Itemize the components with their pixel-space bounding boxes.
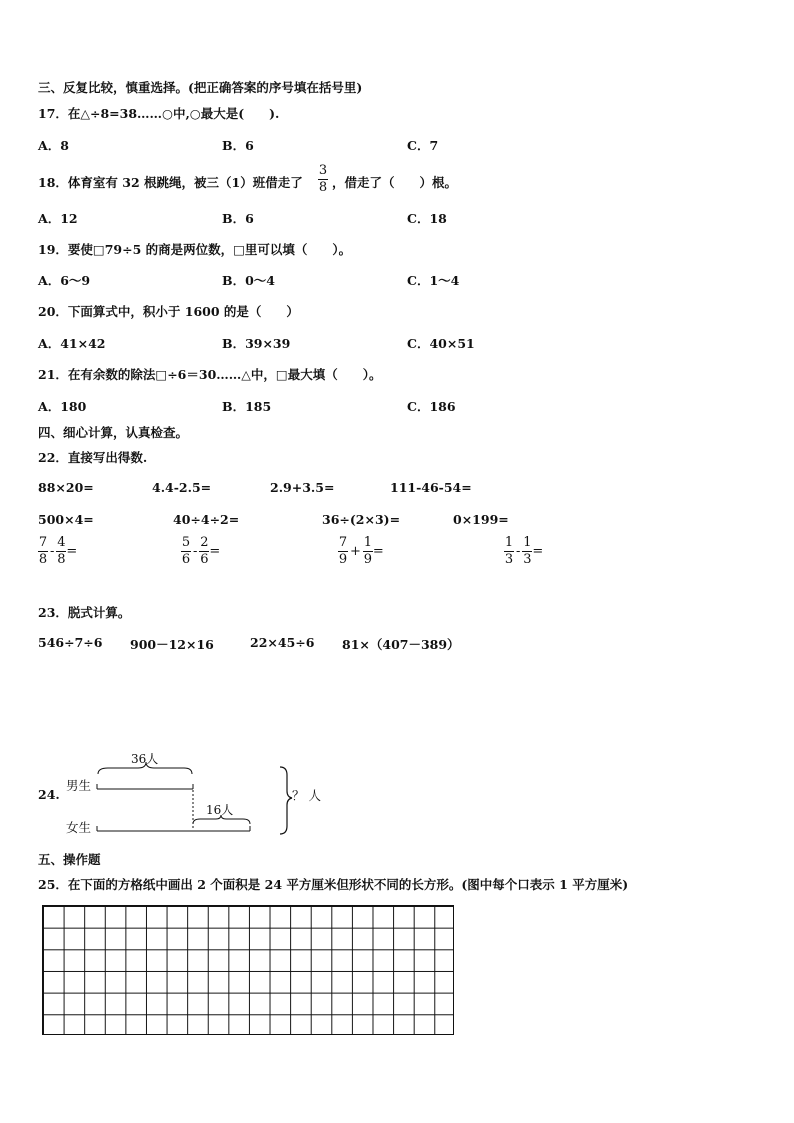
frac3-eq: =: [372, 544, 384, 559]
frac3-b-den: 9: [363, 552, 373, 567]
frac4-a-num: 1: [504, 535, 514, 550]
q18-frac-num: 3: [318, 163, 328, 178]
frac4-a-den: 3: [504, 552, 514, 567]
q24-extra-count: 16人: [206, 803, 234, 817]
frac3-a-num: 7: [338, 535, 348, 550]
q24-total: ？ 人: [292, 788, 321, 803]
q24-boys-brace: [98, 762, 192, 774]
frac2-b-num: 2: [200, 535, 209, 550]
frac3-a-den: 9: [338, 552, 348, 567]
q20-option-b: B．39×39: [222, 336, 291, 351]
frac1-op: -: [50, 544, 55, 559]
q20-option-c: C．40×51: [407, 336, 475, 351]
q18-stem-pre: 18．体育室有 32 根跳绳，被三（1）班借走了: [38, 175, 303, 190]
q23-item-2: 900－12×16: [130, 637, 214, 652]
q24-total-brace: [280, 767, 292, 834]
q20-stem: 20．下面算式中，积小于 1600 的是（ ）: [38, 304, 299, 319]
section4-title: 四、细心计算，认真检查。: [38, 425, 189, 440]
frac1-eq: =: [66, 544, 78, 559]
frac1-a-den: 8: [38, 552, 48, 567]
q24-boys-bar: [97, 784, 193, 789]
q24-boys-count: 36人: [131, 752, 159, 766]
frac3-b-num: 1: [363, 535, 373, 550]
q23-item-3: 22×45÷6: [250, 635, 315, 650]
q20-option-a: A．41×42: [38, 336, 106, 351]
q17-option-c: C．7: [407, 138, 439, 153]
q17-stem: 17．在△÷8=38……○中,○最大是( ).: [38, 106, 280, 121]
frac3-op: +: [350, 544, 361, 559]
q22-r1-c1: 88×20=: [38, 480, 94, 495]
frac1-b-den: 8: [57, 552, 66, 567]
q25-stem: 25．在下面的方格纸中画出 2 个面积是 24 平方厘米但形状不同的长方形。(图中每个口表示 1 平方厘米): [38, 877, 629, 892]
q18-option-b: B．6: [222, 211, 254, 226]
q22-r1-c4: 111-46-54=: [390, 480, 472, 495]
q21-option-b: B．185: [222, 399, 272, 414]
q24-extra-brace: [193, 815, 250, 824]
q22-r1-c3: 2.9+3.5=: [270, 480, 335, 495]
q23-item-1: 546÷7÷6: [38, 635, 103, 650]
q24-number: 24.: [38, 787, 60, 802]
q19-option-c: C．1～4: [407, 273, 460, 288]
q22-stem: 22．直接写出得数.: [38, 450, 148, 465]
q21-option-a: A．180: [38, 399, 87, 414]
frac1-b-num: 4: [57, 535, 66, 550]
q25-square-grid[interactable]: [42, 905, 454, 1035]
frac2-eq: =: [209, 544, 221, 559]
q19-stem: 19．要使□79÷5 的商是两位数，□里可以填（ ）。: [38, 242, 352, 257]
q18-option-a: A．12: [38, 211, 78, 226]
q17-option-a: A．8: [38, 138, 69, 153]
q22-r2-c1: 500×4=: [38, 512, 94, 527]
frac1-a-num: 7: [38, 535, 48, 550]
frac4-eq: =: [532, 544, 544, 559]
q22-r2-c2: 40÷4÷2=: [173, 512, 240, 527]
q21-option-c: C．186: [407, 399, 456, 414]
q23-stem: 23．脱式计算。: [38, 605, 131, 620]
frac2-a-num: 5: [181, 535, 191, 550]
frac2-b-den: 6: [200, 552, 209, 567]
frac4-b-den: 3: [523, 552, 532, 567]
q18-option-c: C．18: [407, 211, 447, 226]
q24-boys-label: 男生: [66, 778, 92, 793]
q23-item-4: 81×（407－389）: [342, 637, 460, 652]
frac4-op: -: [516, 544, 521, 559]
section3-title: 三、反复比较，慎重选择。(把正确答案的序号填在括号里): [38, 80, 363, 95]
q24-girls-label: 女生: [66, 820, 92, 835]
frac2-op: -: [193, 544, 198, 559]
q22-r2-c4: 0×199=: [453, 512, 509, 527]
q17-option-b: B．6: [222, 138, 254, 153]
q22-r2-c3: 36÷(2×3)=: [322, 512, 401, 527]
frac2-a-den: 6: [181, 552, 191, 567]
q19-option-b: B．0～4: [222, 273, 275, 288]
q22-r1-c2: 4.4-2.5=: [152, 480, 212, 495]
q24-girls-bar: [97, 826, 250, 831]
q18-stem-post: ，借走了（ ）根。: [332, 175, 458, 190]
q21-stem: 21．在有余数的除法□÷6＝30……△中，□最大填（ ）。: [38, 367, 382, 382]
q18-frac-den: 8: [318, 180, 328, 195]
section5-title: 五、操作题: [38, 852, 101, 867]
frac4-b-num: 1: [523, 535, 532, 550]
q19-option-a: A．6～9: [38, 273, 91, 288]
